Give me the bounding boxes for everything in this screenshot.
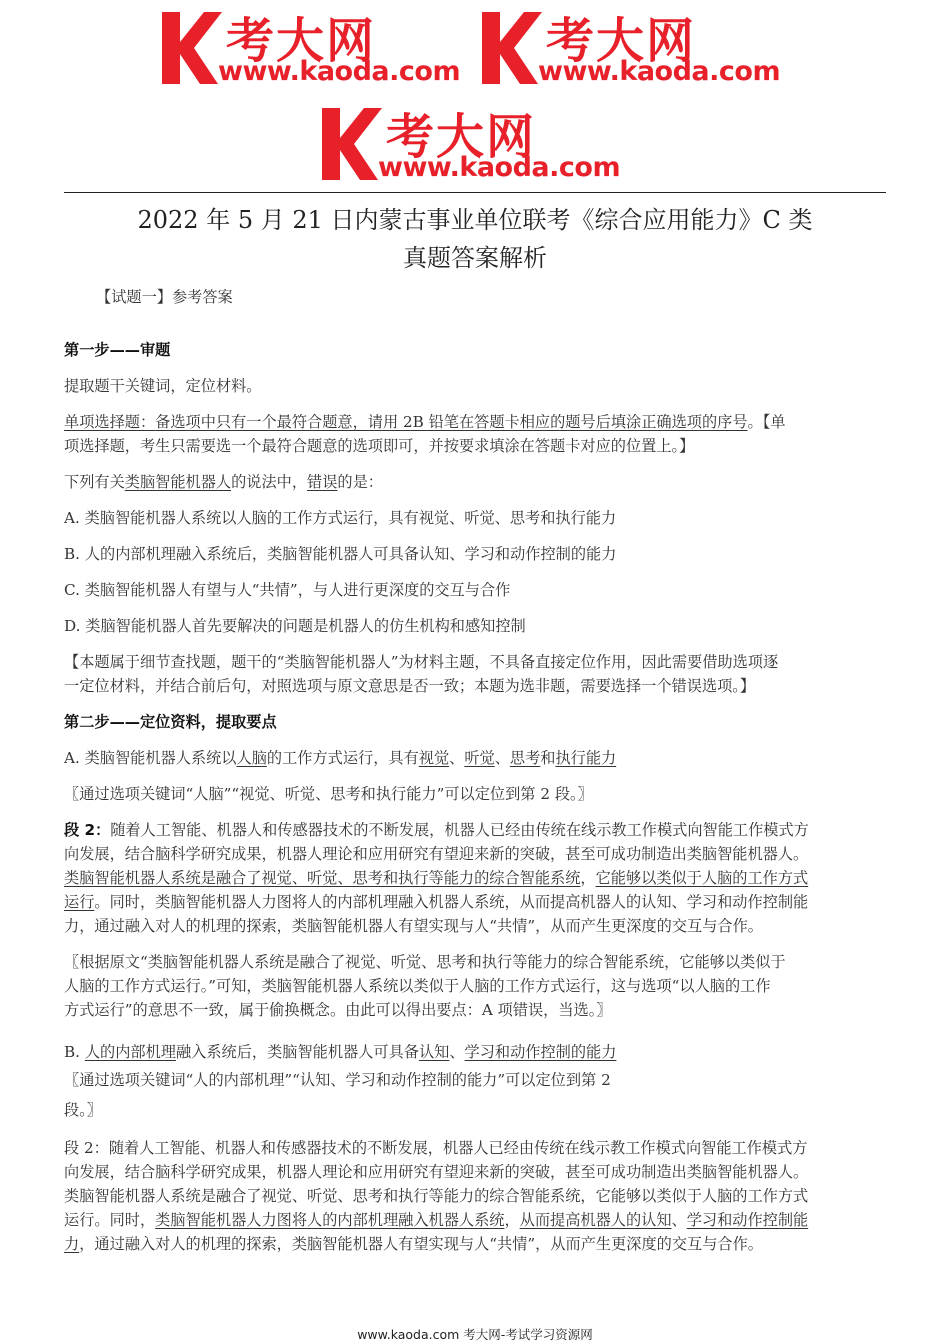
text: A. 类脑智能机器人系统以 [64,749,237,767]
question-pre: 下列有关 [64,473,125,491]
kaoda-logo-center [320,104,638,186]
locate-b-line2: 段。〗 [64,1101,102,1119]
para2-a-line5: 力，通过融入对人的机理的探索，类脑智能机器人有望实现与人“共情”，从而产生更深度的交互与合作。 [64,917,763,935]
para2-b-line3: 类脑智能机器人系统是融合了视觉、听觉、思考和执行等能力的综合智能系统，它能够以类似于人脑的工作方式 [64,1187,809,1205]
text: 运行。同时， [64,1211,156,1229]
page-footer: www.kaoda.com 考大网-考试学习资源网 [357,1327,593,1342]
step1-heading: 第一步——审题 [64,341,171,359]
locate-b-line1: 〖通过选项关键词“人的内部机理”“认知、学习和动作控制的能力”可以定位到第 2 [64,1071,611,1089]
para2-b-line4 [64,1208,886,1232]
header-divider [64,192,886,193]
text: 、 [449,749,465,767]
step1-intro: 提取题干关键词，定位材料。 [64,377,262,395]
text: 、 [449,1043,465,1061]
kaoda-k-mark-icon [480,8,542,88]
question-post: 的是： [337,473,383,491]
question-negation: 错误 [307,473,338,491]
option-c: C. 类脑智能机器人有望与人“共情”，与人进行更深度的交互与合作 [64,581,511,599]
instruction-tail: 。【单 [747,413,786,431]
section-label: 【试题一】参考答案 [96,288,233,306]
note-line2: 一定位材料，并结合前后句，对照选项与原文意思是否一致；本题为选非题，需要选择一个错误选项。】 [64,677,756,695]
question-keyword: 类脑智能机器人 [124,473,232,491]
brand-url: www.kaoda.com [538,56,781,87]
text: 、 [671,1211,687,1229]
keyword: 人的内部机理 [84,1043,176,1061]
kaoda-logo-right [480,8,798,90]
text: 和 [540,749,556,767]
para2-a-line3 [64,866,886,890]
keyword: 执行能力 [555,749,617,767]
text: B. [64,1043,85,1061]
analysis-a-line2: 人脑的工作方式运行。”可知，类脑智能机器人系统以类似于人脑的工作方式运行，这与选项“以人脑的工作 [64,977,771,995]
para2-a-line2: 向发展，结合脑科学研究成果，机器人理论和应用研究有望迎来新的突破，甚至可成功制造出类脑智能机器人。 [64,845,809,863]
text: ，通过融入对人的机理的探索，类脑智能机器人有望实现与人“共情”，从而产生更深度的交互与合作。 [79,1235,763,1253]
step2-heading: 第二步——定位资料，提取要点 [64,713,277,731]
brand-name: 考大网 [386,109,537,165]
keyword: 从而提高机器人的认知 [519,1211,672,1229]
text: 的工作方式运行，具有 [266,749,419,767]
text: ， [504,1211,520,1229]
option-d: D. 类脑智能机器人首先要解决的问题是机器人的仿生机构和感知控制 [64,617,526,635]
question-mid: 的说法中， [231,473,307,491]
keyword: 学习和动作控制能 [686,1211,809,1229]
option-b-restated [64,1040,886,1064]
locate-a: 〖通过选项关键词“人脑”“视觉、听觉、思考和执行能力”可以定位到第 2 段。〗 [64,785,593,803]
text: 、 [494,749,510,767]
brand-name: 考大网 [226,13,377,69]
para2-a-line1 [64,818,886,842]
keyword: 类脑智能机器人力图将人的内部机理融入机器人系统 [155,1211,505,1229]
option-a-restated [64,746,886,770]
para2-b-line1: 段 2：随着人工智能、机器人和传感器技术的不断发展，机器人已经由传统在线示教工作模式向智能工作模式方 [64,1139,808,1157]
keyword: 力 [64,1235,80,1253]
keyword: 学习和动作控制的能力 [464,1043,617,1061]
question-stem [64,470,886,494]
keyword: 人脑 [236,749,267,767]
keyword: 听觉 [464,749,495,767]
kaoda-k-mark-icon [160,8,222,88]
instruction-line1 [64,410,886,434]
keyword: 它能够以类似于人脑的工作方式 [595,869,809,887]
para2-a-line4 [64,890,886,914]
text: 融入系统后，类脑智能机器人可具备 [175,1043,419,1061]
brand-name: 考大网 [546,13,697,69]
brand-url: www.kaoda.com [378,152,621,183]
text: 。同时，类脑智能机器人力图将人的内部机理融入机器人系统，从而提高机器人的认知、学习和动作控制能 [94,893,809,911]
doc-title-line2: 真题答案解析 [403,244,547,272]
para2-b-line2: 向发展，结合脑科学研究成果，机器人理论和应用研究有望迎来新的突破，甚至可成功制造出类脑智能机器人。 [64,1163,809,1181]
instruction-line2: 项选择题，考生只需要选一个最符合题意的选项即可，并按要求填涂在答题卡对应的位置上。】 [64,437,695,455]
kaoda-k-mark-icon [320,104,382,184]
text: ， [580,869,596,887]
keyword: 视觉 [418,749,450,767]
text: 随着人工智能、机器人和传感器技术的不断发展，机器人已经由传统在线示教工作模式向智能工作模式方 [110,821,809,839]
doc-title-line1: 2022 年 5 月 21 日内蒙古事业单位联考《综合应用能力》C 类 [137,206,813,234]
instruction-underlined: 备选项中只有一个最符合题意，请用 2B 铅笔在答题卡相应的题号后填涂正确选项的序号 [155,413,748,431]
option-a: A. 类脑智能机器人系统以人脑的工作方式运行，具有视觉、听觉、思考和执行能力 [64,509,617,527]
para2-b-line5 [64,1232,886,1256]
keyword: 运行 [64,893,95,911]
instruction-label: 单项选择题： [64,413,156,431]
keyword: 认知 [418,1043,450,1061]
keyword: 思考 [509,749,541,767]
brand-url: www.kaoda.com [218,56,461,87]
keyword: 类脑智能机器人系统是融合了视觉、听觉、思考和执行等能力的综合智能系统 [64,869,581,887]
para-label: 段 2： [64,821,111,839]
kaoda-logo-left [160,8,478,90]
analysis-a-line3: 方式运行”的意思不一致，属于偷换概念。由此可以得出要点：A 项错误，当选。〗 [64,1001,612,1019]
option-b: B. 人的内部机理融入系统后，类脑智能机器人可具备认知、学习和动作控制的能力 [64,545,617,563]
note-line1: 【本题属于细节查找题，题干的“类脑智能机器人”为材料主题，不具备直接定位作用，因此需要借助选项逐 [64,653,779,671]
analysis-a-line1: 〖根据原文“类脑智能机器人系统是融合了视觉、听觉、思考和执行等能力的综合智能系统，它能够以类似于 [64,953,786,971]
